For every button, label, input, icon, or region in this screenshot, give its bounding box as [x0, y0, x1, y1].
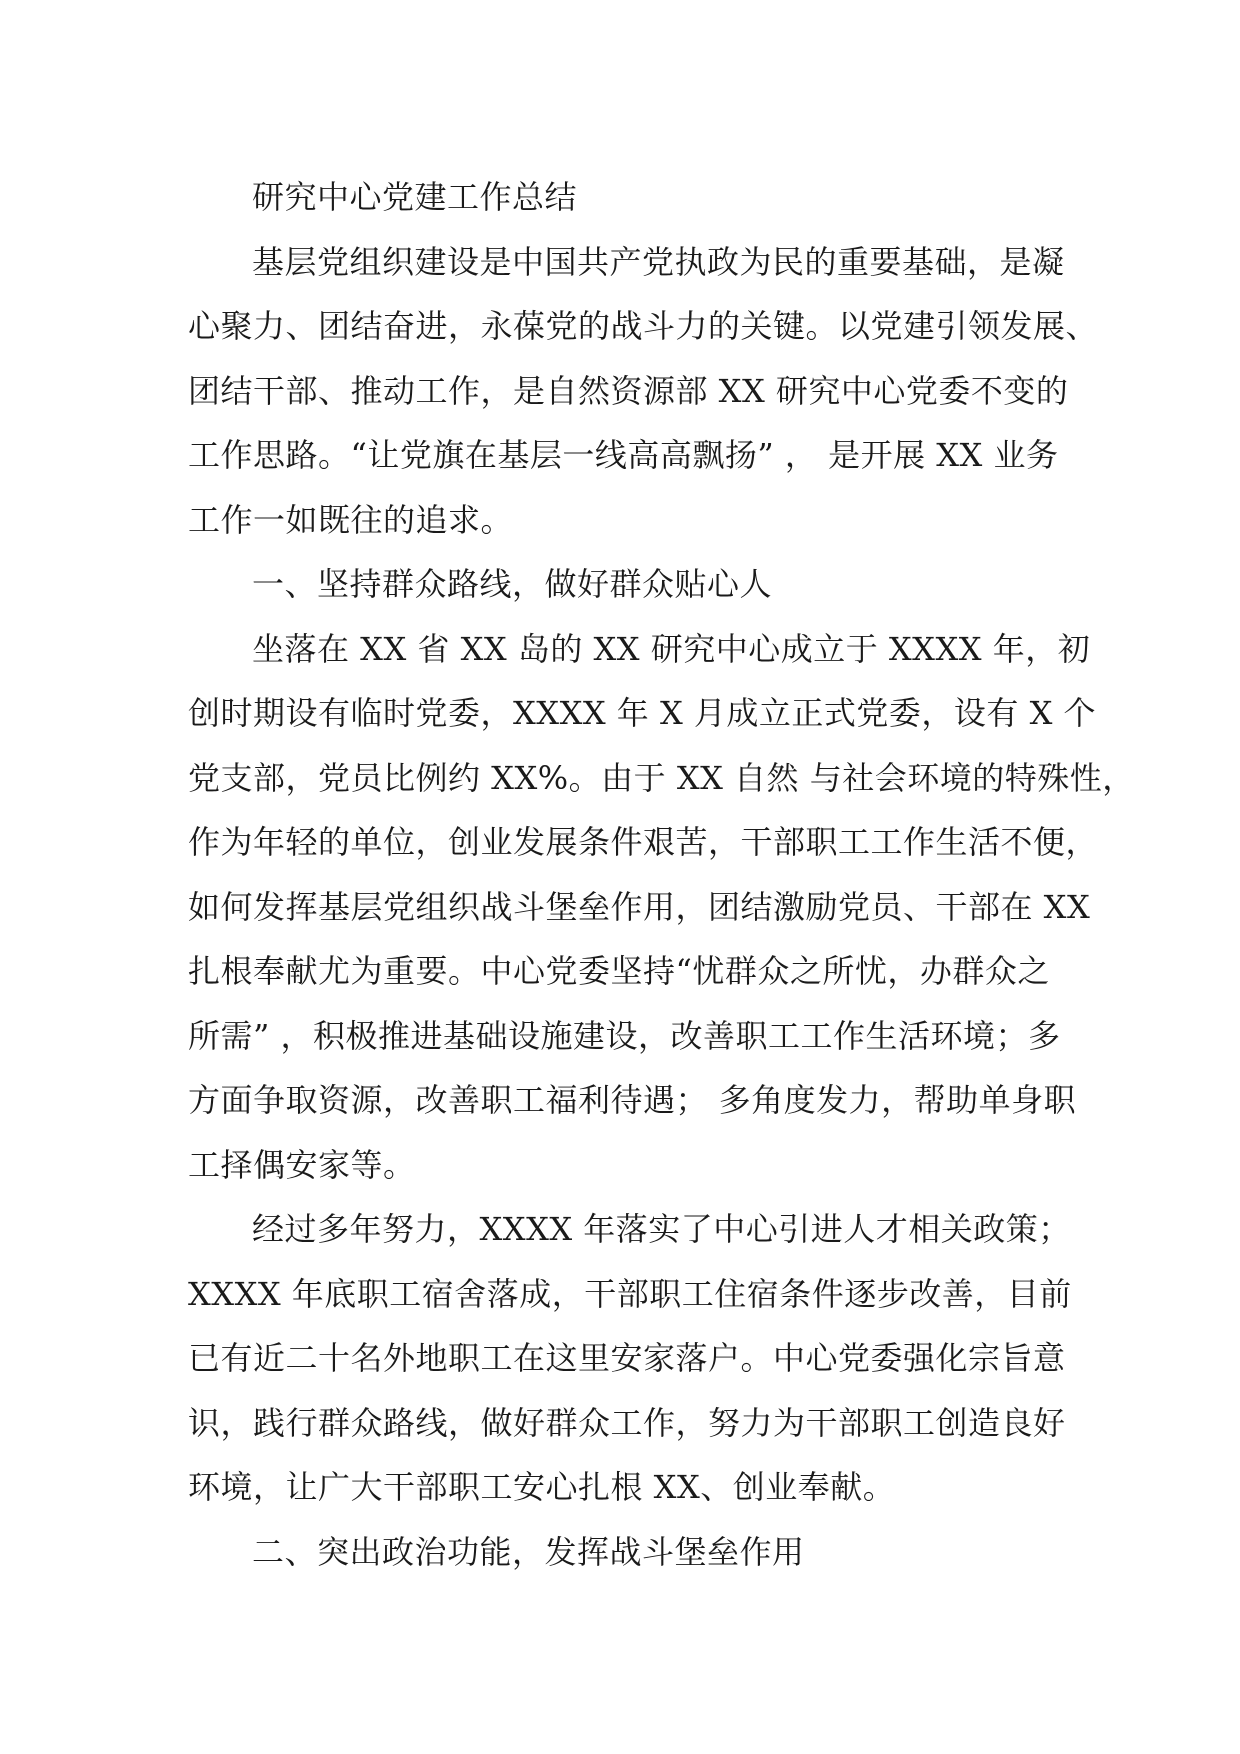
doc-line: 作为年轻的单位，创业发展条件艰苦，干部职工工作生活不便， — [188, 823, 1099, 861]
doc-line: 团结干部、推动工作，是自然资源部 XX 研究中心党委不变的 — [188, 371, 1069, 410]
doc-line: 创时期设有临时党委，XXXX 年 X 月成立正式党委，设有 X 个 — [188, 694, 1097, 732]
doc-line: 已有近二十名外地职工在这里安家落户。中心党委强化宗旨意 — [188, 1339, 1066, 1377]
doc-line: 基层党组织建设是中国共产党执政为民的重要基础，是凝 — [252, 242, 1065, 281]
doc-line: 扎根奉献尤为重要。中心党委坚持“忧群众之所忧，办群众之 — [188, 952, 1050, 990]
doc-line: 二、突出政治功能，发挥战斗堡垒作用 — [252, 1532, 805, 1571]
document-body — [188, 165, 1135, 1584]
doc-line: 如何发挥基层党组织战斗堡垒作用，团结激励党员、干部在 XX — [188, 887, 1091, 926]
doc-line: 方面争取资源，改善职工福利待遇； 多角度发力，帮助单身职 — [188, 1081, 1077, 1119]
doc-line: XXXX 年底职工宿舍落成，干部职工住宿条件逐步改善，目前 — [188, 1274, 1072, 1313]
doc-line: 工择偶安家等。 — [188, 1145, 416, 1184]
doc-line: 工作思路。“让党旗在基层一线高高飘扬” ， 是开展 XX 业务 — [188, 436, 1059, 474]
doc-line: 研究中心党建工作总结 — [252, 178, 578, 216]
doc-line: 识，践行群众路线，做好群众工作，努力为干部职工创造良好 — [188, 1403, 1066, 1442]
doc-line: 坐落在 XX 省 XX 岛的 XX 研究中心成立于 XXXX 年，初 — [252, 629, 1091, 668]
doc-line: 所需” ，积极推进基础设施建设，改善职工工作生活环境；多 — [188, 1016, 1061, 1055]
doc-line: 工作一如既往的追求。 — [188, 500, 514, 539]
doc-line: 心聚力、团结奋进，永葆党的战斗力的关键。以党建引领发展、 — [188, 307, 1099, 345]
doc-line: 经过多年努力，XXXX 年落实了中心引进人才相关政策； — [252, 1210, 1071, 1248]
doc-line: 一、坚持群众路线，做好群众贴心人 — [252, 565, 773, 603]
doc-line: 党支部，党员比例约 XX%。由于 XX 自然 与社会环境的特殊性， — [188, 758, 1135, 797]
doc-line: 环境，让广大干部职工安心扎根 XX、创业奉献。 — [188, 1468, 896, 1506]
